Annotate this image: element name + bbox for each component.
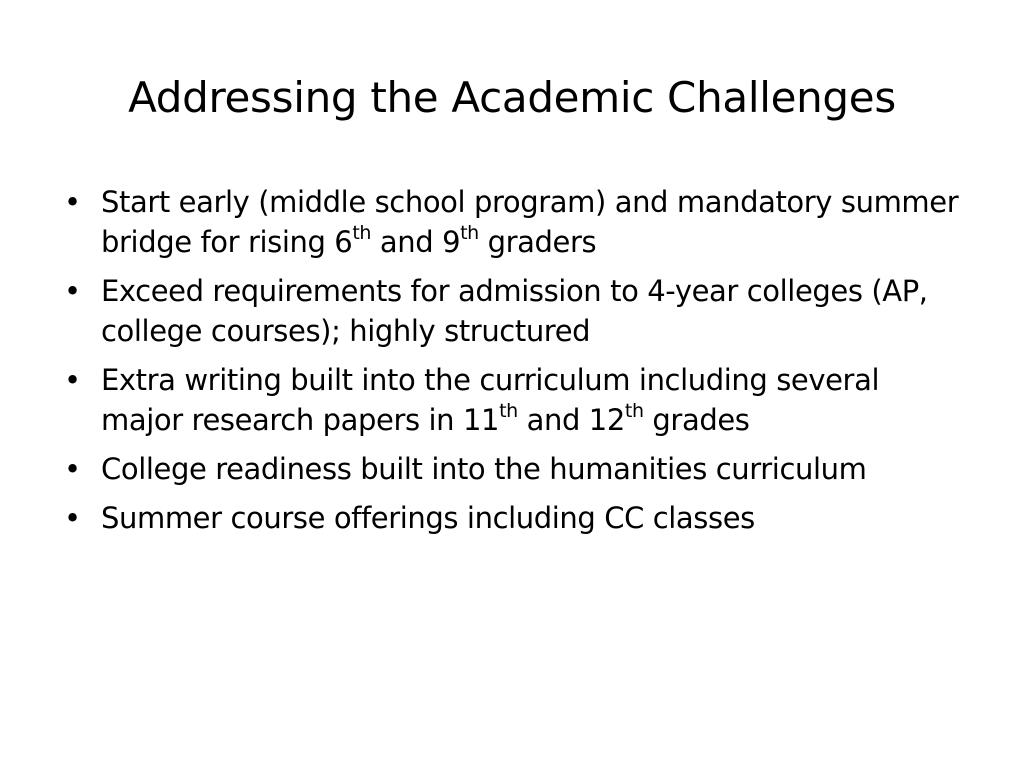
bullet-icon: • (64, 363, 81, 397)
bullet-item-college-readiness (60, 449, 960, 489)
bullet-text: Start early (middle school program) and mandatory summer bridge for rising 6th and 9th graders (101, 185, 959, 259)
bullet-icon: • (64, 274, 81, 308)
bullet-icon: • (64, 501, 81, 535)
bullet-text: Summer course offerings including CC classes (101, 501, 755, 535)
bullet-icon: • (64, 185, 81, 219)
bullet-text: Exceed requirements for admission to 4-year colleges (AP, college courses); highly structured (101, 274, 928, 348)
bullet-item-start-early (60, 182, 960, 262)
bullet-icon: • (64, 452, 81, 486)
bullet-text: Extra writing built into the curriculum including several major research papers in 11th and 12th grades (101, 363, 880, 437)
bullet-item-extra-writing (60, 360, 960, 440)
bullet-item-summer-courses (60, 498, 960, 538)
slide-title: Addressing the Academic Challenges (128, 73, 896, 122)
bullet-list (60, 182, 960, 547)
bullet-text: College readiness built into the humanities curriculum (101, 452, 867, 486)
bullet-item-exceed-requirements (60, 271, 960, 351)
